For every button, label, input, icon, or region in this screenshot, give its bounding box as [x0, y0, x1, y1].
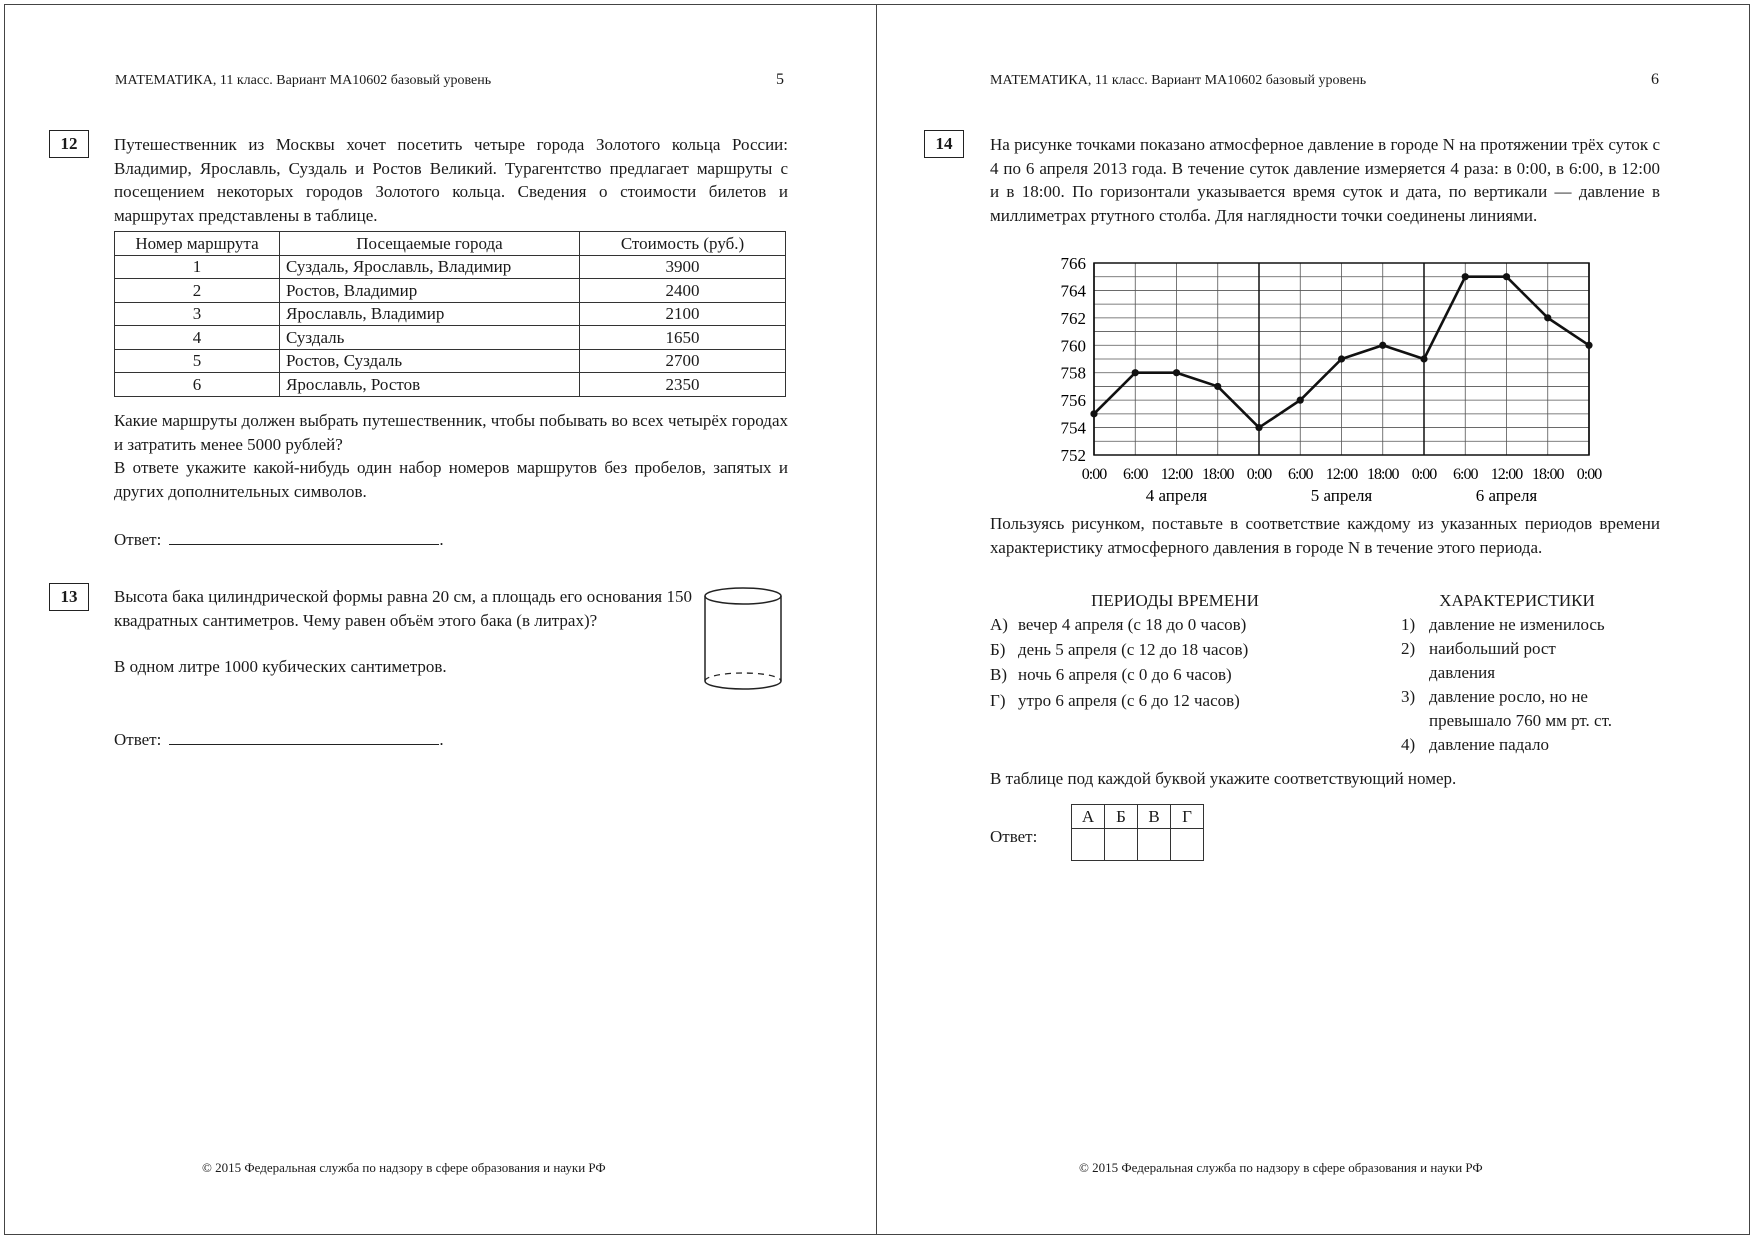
answer-period: . — [439, 730, 444, 749]
period-item-b — [990, 638, 1248, 662]
y-tick-label: 760 — [1060, 336, 1086, 356]
table-cell: Ростов, Владимир — [280, 279, 580, 303]
x-tick-label: 12:00 — [1490, 466, 1523, 483]
characteristic-item-3-cont: превышало 760 мм рт. ст. — [1429, 711, 1612, 730]
characteristic-text: давление росло, но не — [1429, 687, 1588, 706]
x-axis-ticks — [1082, 466, 1602, 483]
page-footer: © 2015 Федеральная служба по надзору в сфере образования и науки РФ — [202, 1160, 606, 1175]
y-tick-label: 758 — [1060, 363, 1086, 383]
x-tick-label: 18:00 — [1532, 466, 1564, 483]
x-tick-label: 0:00 — [1246, 466, 1272, 483]
characteristic-item-4 — [1401, 733, 1549, 757]
characteristic-item-1 — [1401, 613, 1605, 637]
data-point — [1462, 273, 1469, 280]
answer-grid-letter: Г — [1171, 805, 1204, 829]
cylinder-figure — [703, 583, 787, 699]
page-footer: © 2015 Федеральная служба по надзору в сфере образования и науки РФ — [1079, 1160, 1483, 1175]
characteristic-item-2-cont: давления — [1429, 663, 1496, 682]
table-cell: 1 — [115, 255, 280, 279]
pressure-chart — [877, 250, 1751, 515]
task-14-text: На рисунке точками показано атмосферное давление в городе N на протяжении трёх суток с 4 по 6 апреля 2013 года. В течение суток давление измеряется 4 раза: в 0:00, в 6:00, в 12:00 и в 18:00. По горизонтали указывается время суток и дата, по вертикали — давление в миллиметрах ртутного столба. Для наглядности точки соединены линиями. — [990, 135, 1660, 225]
answer-grid-letter: В — [1138, 805, 1171, 829]
data-point — [1338, 355, 1345, 362]
left-page — [4, 4, 878, 1235]
x-tick-label: 18:00 — [1367, 466, 1399, 483]
answer-input-line[interactable] — [169, 727, 439, 745]
data-point — [1255, 424, 1262, 431]
characteristic-number: 3) — [1401, 687, 1416, 706]
data-point — [1214, 383, 1221, 390]
task-12-answer — [114, 527, 444, 550]
period-text: вечер 4 апреля (с 18 до 0 часов) — [1018, 615, 1247, 634]
x-tick-label: 18:00 — [1202, 466, 1234, 483]
table-row — [115, 326, 786, 350]
answer-period: . — [439, 530, 444, 549]
period-text: день 5 апреля (с 12 до 18 часов) — [1018, 640, 1249, 659]
y-tick-label: 756 — [1060, 391, 1086, 411]
answer-grid-cell[interactable] — [1138, 829, 1171, 861]
period-letter: В) — [990, 665, 1007, 684]
table-cell: 4 — [115, 326, 280, 350]
data-point — [1585, 342, 1592, 349]
data-point — [1090, 410, 1097, 417]
data-point — [1379, 342, 1386, 349]
answer-grid-letter: Б — [1105, 805, 1138, 829]
answer-grid-letter: А — [1072, 805, 1105, 829]
task-12-text: Путешественник из Москвы хочет посетить четыре города Золотого кольца России: Владимир, Ярославль, Суздаль и Ростов Великий. Турагентство предлагает маршруты с посещением некоторых городов Золотого кольца. Сведения о стоимости билетов и маршрутах представлены в таблице. — [114, 135, 788, 225]
task-number-14: 14 — [924, 130, 964, 158]
answer-label: Ответ: — [114, 730, 162, 749]
y-tick-label: 754 — [1060, 418, 1086, 438]
table-row — [115, 279, 786, 303]
table-cell: 2100 — [580, 302, 786, 326]
data-point — [1132, 369, 1139, 376]
y-tick-label: 764 — [1060, 281, 1086, 301]
characteristic-number: 2) — [1401, 639, 1416, 658]
period-item-g — [990, 689, 1240, 713]
task-12-question: Какие маршруты должен выбрать путешественник, чтобы побывать во всех четырёх городах и затратить менее 5000 рублей? — [114, 411, 788, 454]
x-tick-label: 6:00 — [1123, 466, 1148, 483]
answer-grid-header-row — [1072, 805, 1204, 829]
task-number-12: 12 — [49, 130, 89, 158]
period-text: утро 6 апреля (с 6 до 12 часов) — [1018, 691, 1240, 710]
table-cell: 5 — [115, 349, 280, 373]
table-cell: 6 — [115, 373, 280, 397]
answer-input-line[interactable] — [169, 527, 439, 545]
table-cell: 2700 — [580, 349, 786, 373]
y-tick-label: 762 — [1060, 308, 1086, 328]
table-cell: Ярославль, Ростов — [280, 373, 580, 397]
task-14-table-instruction: В таблице под каждой буквой укажите соответствующий номер. — [990, 769, 1457, 788]
answer-grid-cell[interactable] — [1072, 829, 1105, 861]
characteristic-item-2 — [1401, 637, 1556, 661]
x-tick-label: 12:00 — [1160, 466, 1193, 483]
data-point — [1503, 273, 1510, 280]
table-cell: 3900 — [580, 255, 786, 279]
page-header: МАТЕМАТИКА, 11 класс. Вариант МА10602 базовый уровень — [115, 73, 492, 88]
table-cell: Суздаль — [280, 326, 580, 350]
task-13-answer — [114, 727, 444, 750]
table-cell: 2 — [115, 279, 280, 303]
x-date-label: 4 апреля — [1145, 486, 1208, 505]
table-cell: 2400 — [580, 279, 786, 303]
periods-title: ПЕРИОДЫ ВРЕМЕНИ — [1091, 591, 1259, 610]
table-cell: 3 — [115, 302, 280, 326]
characteristics-title: ХАРАКТЕРИСТИКИ — [1439, 591, 1595, 610]
task-14-answer-label: Ответ: — [990, 827, 1038, 846]
characteristic-text: давление не изменилось — [1429, 615, 1605, 634]
x-date-label: 6 апреля — [1475, 486, 1538, 505]
period-item-v — [990, 663, 1232, 687]
y-tick-label: 766 — [1060, 254, 1086, 273]
task-12-instruction: В ответе укажите какой-нибудь один набор номеров маршрутов без пробелов, запятых и других дополнительных символов. — [114, 458, 788, 501]
table-row — [115, 373, 786, 397]
x-tick-label: 0:00 — [1576, 466, 1602, 483]
answer-label: Ответ: — [114, 530, 162, 549]
right-page — [876, 4, 1750, 1235]
task-number-13: 13 — [49, 583, 89, 611]
table-row — [115, 255, 786, 279]
table-cell: Суздаль, Ярославль, Владимир — [280, 255, 580, 279]
x-tick-label: 0:00 — [1411, 466, 1437, 483]
answer-grid-cell[interactable] — [1105, 829, 1138, 861]
page-number: 6 — [1651, 71, 1659, 88]
y-axis-ticks — [1061, 254, 1087, 465]
answer-grid-cell[interactable] — [1171, 829, 1204, 861]
task-14-after-chart: Пользуясь рисунком, поставьте в соответствие каждому из указанных периодов времени характеристику атмосферного давления в городе N в течение этого периода. — [990, 514, 1660, 557]
data-point — [1173, 369, 1180, 376]
data-point — [1420, 355, 1427, 362]
period-letter: Г) — [990, 691, 1006, 710]
characteristic-number: 1) — [1401, 615, 1416, 634]
answer-grid-input-row — [1072, 829, 1204, 861]
characteristic-item-3 — [1401, 685, 1588, 709]
characteristic-text: наибольший рост — [1429, 639, 1556, 658]
table-cell: Ярославль, Владимир — [280, 302, 580, 326]
period-text: ночь 6 апреля (с 0 до 6 часов) — [1018, 665, 1232, 684]
table-header-cell: Стоимость (руб.) — [580, 232, 786, 256]
x-tick-label: 6:00 — [1288, 466, 1313, 483]
y-tick-label: 752 — [1060, 446, 1086, 465]
x-tick-label: 6:00 — [1453, 466, 1478, 483]
table-row — [115, 349, 786, 373]
table-cell: Ростов, Суздаль — [280, 349, 580, 373]
table-cell: 2350 — [580, 373, 786, 397]
x-axis-date-labels — [1146, 486, 1538, 505]
table-header-cell: Посещаемые города — [280, 232, 580, 256]
table-header-row — [115, 232, 786, 256]
characteristic-text: давление падало — [1429, 735, 1549, 754]
page-number: 5 — [776, 71, 784, 88]
table-row — [115, 302, 786, 326]
period-item-a — [990, 613, 1246, 637]
x-tick-label: 0:00 — [1081, 466, 1107, 483]
data-point — [1297, 397, 1304, 404]
page-header: МАТЕМАТИКА, 11 класс. Вариант МА10602 базовый уровень — [990, 73, 1367, 88]
routes-table — [114, 231, 786, 397]
period-letter: Б) — [990, 640, 1006, 659]
x-date-label: 5 апреля — [1310, 486, 1373, 505]
data-point — [1544, 314, 1551, 321]
task-13-text: Высота бака цилиндрической формы равна 20 см, а площадь его основания 150 квадратных сантиметров. Чему равен объём этого бака (в литрах)? — [114, 587, 692, 630]
characteristic-number: 4) — [1401, 735, 1416, 754]
period-letter: А) — [990, 615, 1008, 634]
task-14-answer-grid — [1071, 804, 1204, 861]
table-cell: 1650 — [580, 326, 786, 350]
table-header-cell: Номер маршрута — [115, 232, 280, 256]
task-13-note: В одном литре 1000 кубических сантиметров. — [114, 657, 447, 676]
x-tick-label: 12:00 — [1325, 466, 1358, 483]
